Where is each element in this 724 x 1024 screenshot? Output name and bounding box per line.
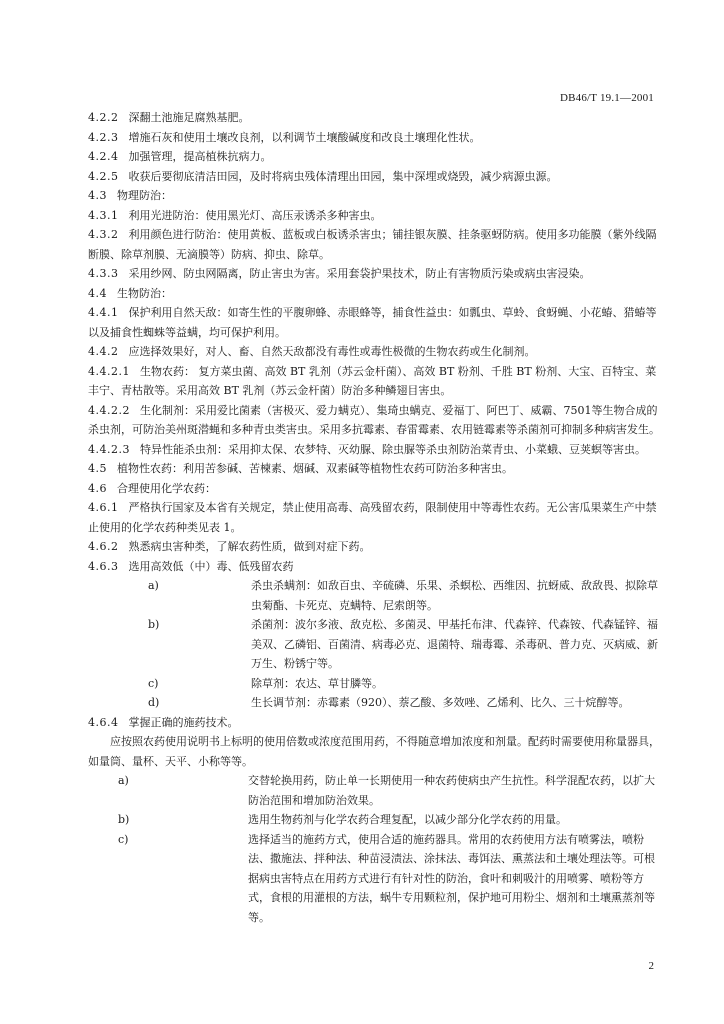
clause-text: 特异性能杀虫剂：采用抑太保、农梦特、灭幼脲、除虫脲等杀虫剂防治菜青虫、小菜蛾、豆荚螟等害虫。: [139, 442, 646, 456]
clause-text: 保护利用自然天敌：如寄生性的平腹卵蜂、赤眼蜂等，捕食性益虫：如瓢虫、草蛉、食蚜蝇、小花蝽、猎蝽等以及捕食性蜘蛛等益螨，均可保护利用。: [88, 306, 657, 339]
clause-line: [88, 537, 660, 557]
item-text: 杀虫杀螨剂：如敌百虫、辛硫磷、乐果、杀螟松、西维因、抗蚜威、敌敌畏、拟除草虫菊酯、卡死克、克螨特、尼索朗等。: [251, 579, 658, 612]
clause-number: 4.5: [88, 462, 107, 475]
pesticide-item: [88, 615, 660, 674]
clause-text: 利用光进防治：使用黑光灯、高压汞诱杀多种害虫。: [128, 208, 382, 222]
clause-number: 4.4: [88, 286, 107, 300]
clause-number: 4.6.2: [88, 540, 119, 553]
clause-number: 4.2.4: [88, 150, 119, 163]
technique-item: [88, 810, 660, 830]
clause-number: 4.6.4: [88, 715, 119, 729]
clause-number: 4.4.2.3: [88, 442, 130, 456]
clause-line: [88, 225, 660, 264]
clause-number: 4.6.1: [88, 501, 119, 514]
document-body: [88, 108, 660, 927]
technique-item: [88, 771, 660, 810]
clause-text: 深翻土池施足腐熟基肥。: [128, 111, 250, 124]
pesticide-item: [88, 693, 660, 713]
clause-number: 4.4.2.1: [88, 364, 130, 378]
clause-text: 选用高效低（中）毒、低残留农药: [128, 559, 294, 573]
clause-number: 4.2.5: [88, 169, 119, 183]
clause-number: 4.6: [88, 481, 107, 495]
clause-text: 加强管理，提高植株抗病力。: [128, 150, 272, 163]
pesticide-item: [88, 576, 660, 615]
clause-text: 收获后要彻底清洁田园，及时将病虫残体清理出田园，集中深埋或烧毁，减少病源虫源。: [128, 169, 558, 183]
clause-text: 物理防治：: [117, 189, 172, 202]
clause-number: 4.3.3: [88, 267, 119, 280]
pesticide-item: [88, 674, 660, 694]
clause-text: 生物农药： 复方菜虫菌、高效 BT 乳剂（苏云金杆菌）、高效 BT 粉剂、千胜 BT 粉剂、大宝、百特宝、菜丰宁、青枯散等。采用高效 BT 乳剂（苏云金杆菌）防治多种鳞翅目害虫。: [88, 364, 657, 397]
clause-number: 4.2.3: [88, 130, 119, 144]
item-text: 交替轮换用药，防止单一长期使用一种农药使病虫产生抗性。科学混配农药，以扩大防治范围和增加防治效果。: [248, 774, 655, 807]
clause-line: [88, 186, 660, 206]
clause-number: 4.6.3: [88, 559, 119, 573]
clause-text: 严格执行国家及本省有关规定，禁止使用高毒、高残留农药，限制使用中等毒性农药。无公害瓜果菜生产中禁止使用的化学农药种类见表 1。: [88, 501, 657, 534]
standard-id: DB46/T 19.1—2001: [559, 92, 654, 104]
item-text: 生长调节剂：赤霉素（920）、萘乙酸、多效唑、乙烯利、比久、三十烷醇等。: [251, 696, 630, 709]
clause-line: [88, 167, 660, 187]
clause-line: [88, 342, 660, 362]
clause-line: [88, 479, 660, 499]
item-text: 选择适当的施药方式，使用合适的施药器具。常用的农药使用方法有喷雾法，喷粉法、撒施法、拌种法、种苗浸渍法、涂抹法、毒饵法、熏蒸法和土壤处理法等。可根据病虫害特点在用药方式进行有针对性的防治，食叶和刺吸汁的用喷雾、喷粉等方式，食根的用灌根的方法，蜗牛专用颗粒剂，保护地可用粉尘、烟剂和土壤熏蒸剂等等。: [248, 832, 655, 924]
clause-number: 4.3.1: [88, 208, 119, 222]
clause-line: [88, 284, 660, 304]
clause-number: 4.4.2: [88, 345, 119, 358]
clause-line: [88, 440, 660, 460]
clause-text: 植物性农药：利用苦参碱、苦楝素、烟碱、双素碱等植物性农药可防治多种害虫。: [117, 462, 513, 475]
clause-number: 4.2.2: [88, 111, 119, 124]
clause-number: 4.3: [88, 189, 107, 202]
clause-text: 掌握正确的施药技术。: [128, 715, 239, 729]
item-label: c): [148, 676, 159, 690]
item-text: 除草剂：农达、草甘膦等。: [251, 676, 383, 690]
clause-text: 生物防治：: [117, 286, 172, 300]
clause-text: 应选择效果好，对人、畜、自然天敌都没有毒性或毒性极微的生物农药或生化制剂。: [128, 345, 536, 358]
clause-number: 4.4.1: [88, 306, 119, 319]
clause-line: [88, 303, 660, 342]
item-label: a): [148, 579, 159, 592]
item-label: b): [118, 813, 130, 826]
clause-line: [88, 108, 660, 128]
clause-line: [88, 362, 660, 401]
clause-line: [88, 206, 660, 226]
item-text: 杀菌剂：波尔多液、敌克松、多菌灵、甲基托布津、代森锌、代森铵、代森锰锌、福美双、乙磷铝、百菌清、病毒必克、退菌特、瑞毒霉、杀毒矾、普力克、灭病威、新万生、粉锈宁等。: [251, 618, 658, 670]
clause-text: 熟悉病虫害种类，了解农药性质，做到对症下药。: [128, 540, 371, 553]
intro-paragraph: 应按照农药使用说明书上标明的使用倍数或浓度范围用药，不得随意增加浓度和剂量。配药时需要使用称量器具，如量筒、量杯、天平、小称等等。: [88, 735, 660, 768]
item-label: d): [148, 696, 160, 709]
item-label: c): [118, 832, 129, 846]
clause-text: 采用纱网、防虫网隔离，防止害虫为害。采用套袋护果技术，防止有害物质污染或病虫害浸染。: [128, 267, 591, 280]
clause-line: [88, 459, 660, 479]
item-label: a): [118, 774, 129, 787]
clause-line: [88, 128, 660, 148]
clause-number: 4.3.2: [88, 228, 119, 241]
clause-text: 生化制剂：采用爱比菌素（害极灭、爱力螨克）、集琦虫螨克、爱福丁、阿巴丁、威霸、7501等生物合成的杀虫剂，可防治美州斑潜蝇和多种青虫类害虫。采用多抗霉素、春雷霉素、农用链霉素等杀菌剂可抑制多种病害发生。: [88, 403, 660, 436]
clause-text: 增施石灰和使用土壤改良剂，以利调节土壤酸碱度和改良土壤理化性状。: [128, 130, 481, 144]
clause-text: 利用颜色进行防治：使用黄板、蓝板或白板诱杀害虫；铺挂银灰膜、挂条驱蚜防病。使用多功能膜（紫外线隔断膜、除草剂膜、无滴膜等）防病、抑虫、除草。: [88, 228, 657, 261]
clause-line: [88, 557, 660, 577]
clause-line: [88, 147, 660, 167]
clause-number: 4.4.2.2: [88, 403, 130, 417]
clause-text: 合理使用化学农药：: [117, 481, 216, 495]
item-label: b): [148, 618, 160, 631]
page-number: 2: [648, 960, 654, 972]
clause-line: [88, 401, 660, 440]
technique-item: [88, 830, 660, 928]
clause-line: [88, 713, 660, 733]
item-text: 选用生物药剂与化学农药合理复配，以减少部分化学农药的用量。: [248, 813, 567, 826]
clause-line: [88, 498, 660, 537]
clause-line: [88, 264, 660, 284]
